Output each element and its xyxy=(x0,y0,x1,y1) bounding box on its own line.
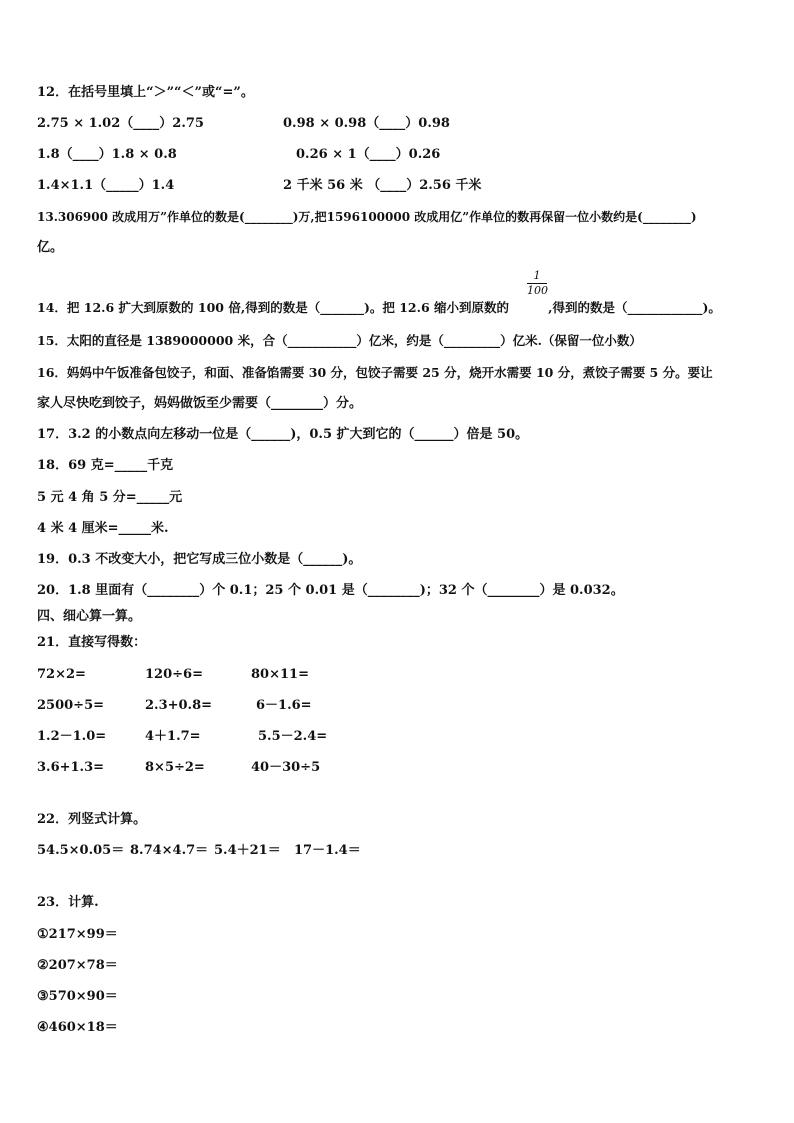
q12-row1-right: 0.98 × 0.98（____）0.98 xyxy=(283,116,450,131)
q14-fraction xyxy=(527,270,547,297)
q23-item2: ②207×78＝ xyxy=(37,958,118,973)
q18-line3: 4 米 4 厘米=_____米. xyxy=(37,521,169,536)
q21-r3-c3: 5.5－2.4= xyxy=(258,729,328,744)
q12-row3-right: 2 千米 56 米 （____）2.56 千米 xyxy=(283,178,482,193)
q12-row1-left: 2.75 × 1.02（____）2.75 xyxy=(37,116,204,131)
q22-item1: 54.5×0.05＝ xyxy=(37,843,125,858)
q20-text: 20．1.8 里面有（________）个 0.1；25 个 0.01 是（________)；32 个（________）是 0.032。 xyxy=(37,583,624,598)
q22-item3: 5.4＋21＝ xyxy=(214,843,281,858)
q22-title: 22．列竖式计算。 xyxy=(37,812,147,827)
section-heading: 四、细心算一算。 xyxy=(37,609,142,624)
q21-r2-c2: 2.3+0.8= xyxy=(145,698,213,713)
q16-line2: 家人尽快吃到饺子，妈妈做饭至少需要（________）分。 xyxy=(37,396,363,411)
q21-r3-c1: 1.2－1.0= xyxy=(37,729,107,744)
q23-item3: ③570×90＝ xyxy=(37,989,118,1004)
q17-text: 17．3.2 的小数点向左移动一位是（______)，0.5 扩大到它的（______）倍是 50。 xyxy=(37,427,529,442)
q22-item2: 8.74×4.7＝ xyxy=(130,843,209,858)
q12-row3-left: 1.4×1.1（_____）1.4 xyxy=(37,178,175,193)
q22-item4: 17－1.4＝ xyxy=(294,843,361,858)
q21-title: 21．直接写得数： xyxy=(37,635,147,650)
q21-r2-c3: 6－1.6= xyxy=(256,698,312,713)
q21-r1-c2: 120÷6= xyxy=(145,667,203,682)
q13-line1: 13.306900 改成用万”作单位的数是(________)万,把1596100000 改成用亿”作单位的数再保留一位小数约是(________) xyxy=(37,210,697,224)
q23-item1: ①217×99＝ xyxy=(37,927,118,942)
q14-fraction-denominator: 100 xyxy=(527,284,548,297)
q12-title: 12．在括号里填上“＞”“＜”或“=”。 xyxy=(37,85,254,100)
q18-line2: 5 元 4 角 5 分=_____元 xyxy=(37,490,183,505)
q23-item4: ④460×18＝ xyxy=(37,1020,118,1035)
q21-r4-c2: 8×5÷2= xyxy=(145,760,205,775)
q21-r1-c1: 72×2= xyxy=(37,667,86,682)
q16-line1: 16．妈妈中午饭准备包饺子，和面、准备馅需要 30 分，包饺子需要 25 分，烧开水需要 10 分，煮饺子需要 5 分。要让 xyxy=(37,365,713,380)
q21-r3-c2: 4＋1.7= xyxy=(145,729,201,744)
q19-text: 19．0.3 不改变大小，把它写成三位小数是（______)。 xyxy=(37,552,362,567)
q18-line1: 18．69 克=_____千克 xyxy=(37,458,174,473)
q21-r4-c1: 3.6+1.3= xyxy=(37,760,105,775)
q14-fraction-numerator: 1 xyxy=(533,269,541,282)
q21-r4-c3: 40－30÷5 xyxy=(251,760,321,775)
q21-r2-c1: 2500÷5= xyxy=(37,698,105,713)
q14-text: 14．把 12.6 扩大到原数的 100 倍,得到的数是（_______)。把 12.6 缩小到原数的 ,得到的数是（____________)。 xyxy=(37,300,721,315)
q12-row2-left: 1.8（____）1.8 × 0.8 xyxy=(37,147,177,162)
q12-row2-right: 0.26 × 1（____）0.26 xyxy=(296,147,441,162)
q13-line2: 亿。 xyxy=(37,240,64,255)
q23-title: 23．计算. xyxy=(37,895,99,910)
q21-r1-c3: 80×11= xyxy=(251,667,309,682)
q15-text: 15．太阳的直径是 1389000000 米，合（___________）亿米，约是（_________）亿米.（保留一位小数） xyxy=(37,333,642,348)
